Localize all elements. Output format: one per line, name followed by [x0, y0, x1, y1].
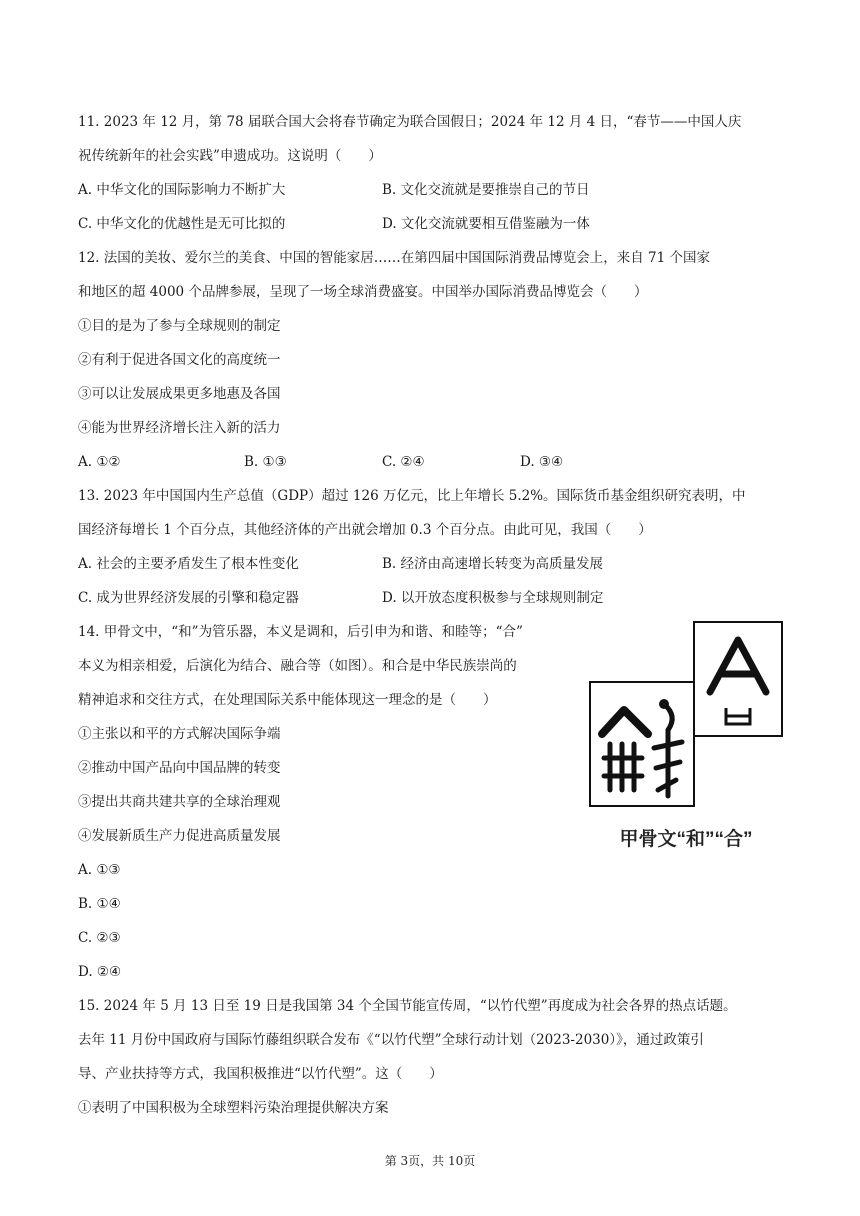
q14-stem-line-2: 本义为相亲相爱，后演化为结合、融合等（如图）。和合是中华民族崇尚的 [78, 658, 517, 674]
q12-option-d: D. ③④ [520, 454, 564, 470]
q12-statement-4: ④能为世界经济增长注入新的活力 [78, 420, 281, 436]
q12-statement-3: ③可以让发展成果更多地惠及各国 [78, 386, 281, 402]
q15-stem-line-1: 15. 2024 年 5 月 13 日至 19 日是我国第 34 个全国节能宣传周，“以竹代塑”再度成为社会各界的热点话题。 [78, 998, 737, 1014]
q14-stem-line-1: 14. 甲骨文中，“和”为管乐器，本义是调和，后引申为和谐、和睦等；“合” [78, 624, 523, 640]
q14-option-a: A. ①③ [78, 862, 121, 878]
q11-option-d: D. 文化交流就要相互借鉴融为一体 [382, 216, 590, 232]
q11-stem-line-2: 祝传统新年的社会实践”申遗成功。这说明（ ） [78, 148, 382, 164]
q13-stem-line-1: 13. 2023 年中国国内生产总值（GDP）超过 126 万亿元，比上年增长 5.2%。国际货币基金组织研究表明，中 [78, 488, 746, 504]
q12-statement-2: ②有利于促进各国文化的高度统一 [78, 352, 281, 368]
q12-stem-line-2: 和地区的超 4000 个品牌参展，呈现了一场全球消费盛宴。中国举办国际消费品博览会（ ） [78, 284, 648, 300]
q14-option-b: B. ①④ [78, 896, 121, 912]
q14-statement-4: ④发展新质生产力促进高质量发展 [78, 828, 281, 844]
page-number-footer: 第 3页，共 10页 [384, 1154, 476, 1168]
q14-option-d: D. ②④ [78, 964, 122, 980]
oracle-bone-figure [586, 620, 786, 860]
q11-option-b: B. 文化交流就是要推崇自己的节日 [382, 182, 590, 198]
q14-statement-2: ②推动中国产品向中国品牌的转变 [78, 760, 281, 776]
q13-stem-line-2: 国经济每增长 1 个百分点，其他经济体的产出就会增加 0.3 个百分点。由此可见，我国（ ） [78, 522, 652, 538]
q15-statement-1: ①表明了中国积极为全球塑料污染治理提供解决方案 [78, 1100, 389, 1116]
q14-statement-1: ①主张以和平的方式解决国际争端 [78, 726, 281, 742]
q12-statement-1: ①目的是为了参与全球规则的制定 [78, 318, 281, 334]
q15-stem-line-2: 去年 11 月份中国政府与国际竹藤组织联合发布《“以竹代塑”全球行动计划（2023-2030）》，通过政策引 [78, 1032, 704, 1048]
q14-statement-3: ③提出共商共建共享的全球治理观 [78, 794, 281, 810]
q15-stem-line-3: 导、产业扶持等方式，我国积极推进“以竹代塑”。这（ ） [78, 1066, 443, 1082]
q11-option-a: A. 中华文化的国际影响力不断扩大 [78, 182, 286, 198]
q14-option-c: C. ②③ [78, 930, 121, 946]
q13-option-b: B. 经济由高速增长转变为高质量发展 [382, 556, 604, 572]
q12-option-a: A. ①② [78, 454, 121, 470]
q14-stem-line-3: 精神追求和交往方式，在处理国际关系中能体现这一理念的是（ ） [78, 692, 497, 708]
q12-option-b: B. ①③ [244, 454, 287, 470]
q11-stem-line-1: 11. 2023 年 12 月，第 78 届联合国大会将春节确定为联合国假日；2024 年 12 月 4 日，“春节——中国人庆 [78, 114, 742, 130]
q11-option-c: C. 中华文化的优越性是无可比拟的 [78, 216, 286, 232]
q13-option-a: A. 社会的主要矛盾发生了根本性变化 [78, 556, 299, 572]
q12-option-c: C. ②④ [382, 454, 425, 470]
q13-option-d: D. 以开放态度积极参与全球规则制定 [382, 590, 604, 606]
q12-stem-line-1: 12. 法国的美妆、爱尔兰的美食、中国的智能家居……在第四届中国国际消费品博览会上，来自 71 个国家 [78, 250, 711, 266]
q13-option-c: C. 成为世界经济发展的引擎和稳定器 [78, 590, 299, 606]
figure-caption: 甲骨文“和”“合” [619, 829, 753, 850]
